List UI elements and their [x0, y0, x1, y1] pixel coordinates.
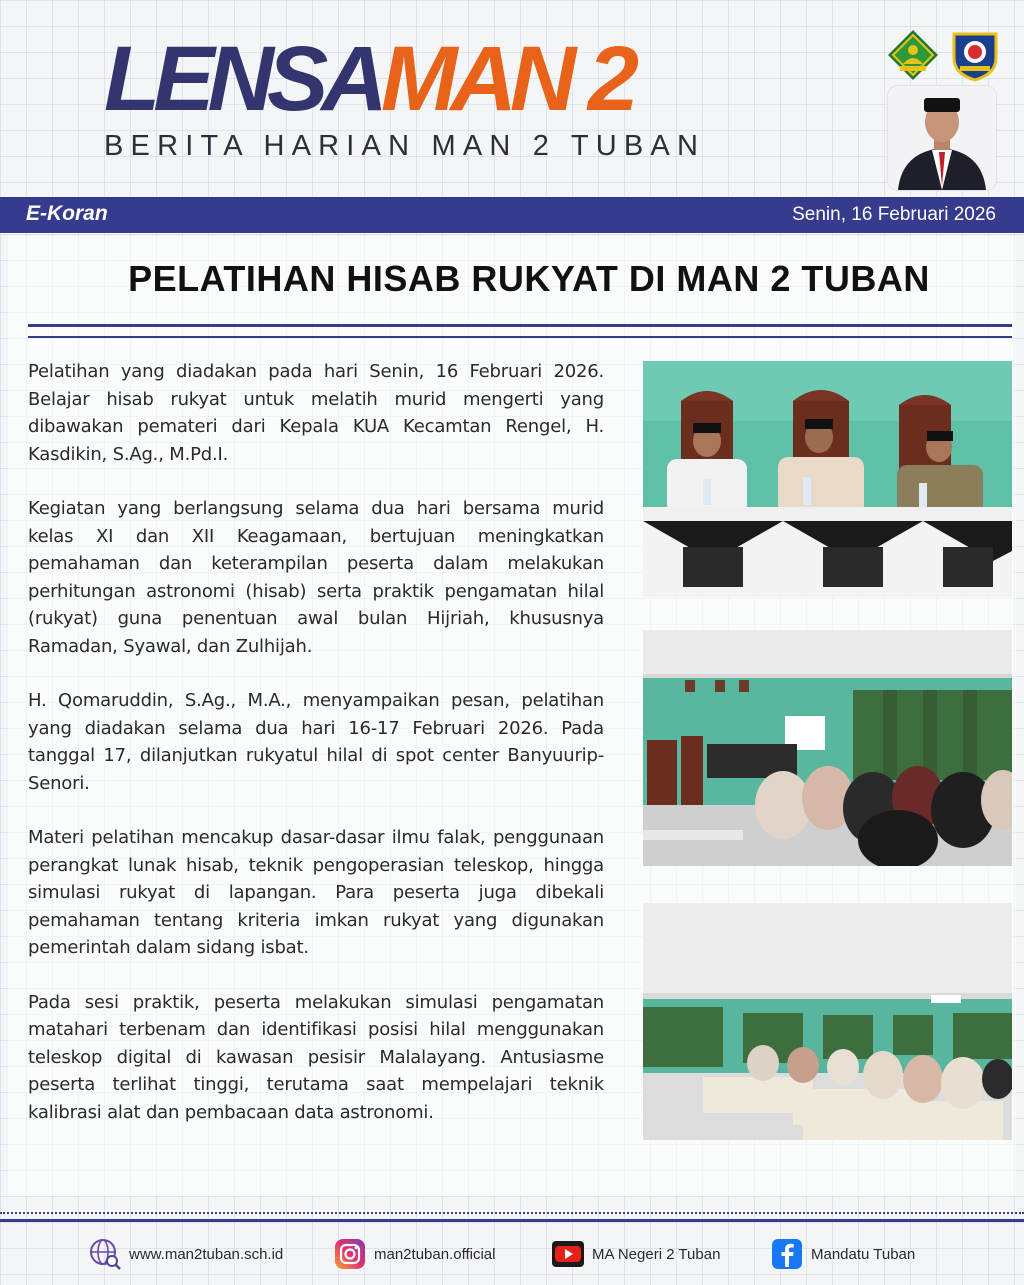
footer-website-link[interactable]	[88, 1236, 283, 1272]
headline-rule	[28, 336, 1012, 338]
footer-divider	[0, 1219, 1024, 1222]
edition-label: E-Koran	[26, 202, 108, 225]
footer-youtube-text: MA Negeri 2 Tuban	[592, 1245, 721, 1263]
footer-instagram-link[interactable]	[333, 1236, 495, 1272]
photo-speakers-panel	[643, 361, 1012, 597]
brand-logo-text	[104, 28, 633, 130]
article-paragraph: Materi pelatihan mencakup dasar-dasar ilmu falak, penggunaan perangkat lunak hisab, teknik pengoperasian teleskop, hingga simulasi rukyat di lapangan. Para peserta juga dibekali pemahaman tentang kriteria imkan rukyat yang digunakan pemerintah dalam sidang isbat.	[28, 827, 604, 958]
official-portrait	[888, 86, 996, 190]
article-paragraph: H. Qomaruddin, S.Ag., M.A., menyampaikan pesan, pelatihan yang diadakan selama dua hari 16-17 Februari 2026. Pada tanggal 17, dilanjutkan rukyatul hilal di spot center Banyuurip-Senori.	[28, 690, 604, 794]
footer-youtube-link[interactable]	[551, 1236, 720, 1272]
facebook-icon	[770, 1237, 804, 1271]
footer-facebook-link[interactable]	[770, 1236, 915, 1272]
youtube-icon	[551, 1237, 585, 1271]
photo-hall-audience-front	[643, 630, 1012, 866]
article-paragraph: Pada sesi praktik, peserta melakukan simulasi pengamatan matahari terbenam dan identifikasi posisi hilal menggunakan teleskop digital di kawasan pesisir Malalayang. Antusiasme peserta terlihat tinggi, terutama saat mempelajari teknik kalibrasi alat dan pembacaan data astronomi.	[28, 991, 604, 1123]
kemenag-emblem-icon	[886, 28, 940, 82]
instagram-icon	[333, 1237, 367, 1271]
masthead-tagline: BERITA HARIAN MAN 2 TUBAN	[104, 130, 706, 162]
photo-hall-audience-rear	[643, 903, 1012, 1140]
footer-divider	[0, 1212, 1024, 1214]
edition-bar	[0, 197, 1024, 233]
footer-instagram-text: man2tuban.official	[374, 1245, 496, 1263]
footer-facebook-text: Mandatu Tuban	[811, 1245, 916, 1263]
article-headline: PELATIHAN HISAB RUKYAT DI MAN 2 TUBAN	[128, 258, 930, 299]
footer-website-text: www.man2tuban.sch.id	[129, 1245, 284, 1263]
article-body	[28, 358, 604, 1153]
article-paragraph: Pelatihan yang diadakan pada hari Senin, 16 Februari 2026. Belajar hisab rukyat untuk melatih murid mengerti yang dibawakan pemateri dari Kepala KUA Kecamtan Rengel, H. Kasdikin, S.Ag., M.Pd.I.	[28, 361, 604, 465]
brand-part-man2: MAN 2	[380, 28, 633, 130]
article-paragraph: Kegiatan yang berlangsung selama dua hari bersama murid kelas XI dan XII Keagamaan, bertujuan meningkatkan pemahaman dan keterampilan peserta dalam melakukan perhitungan astronomi (hisab) serta praktik pengamatan hilal (rukyat) guna penentuan awal bulan Hijriah, khususnya Ramadan, Syawal, dan Zulhijah.	[28, 498, 604, 657]
edition-date: Senin, 16 Februari 2026	[792, 204, 996, 225]
globe-search-icon	[88, 1237, 122, 1271]
headline-rule	[28, 324, 1012, 327]
brand-part-lensa: LENSA	[104, 28, 381, 130]
tuban-regency-seal-icon	[948, 28, 1002, 82]
